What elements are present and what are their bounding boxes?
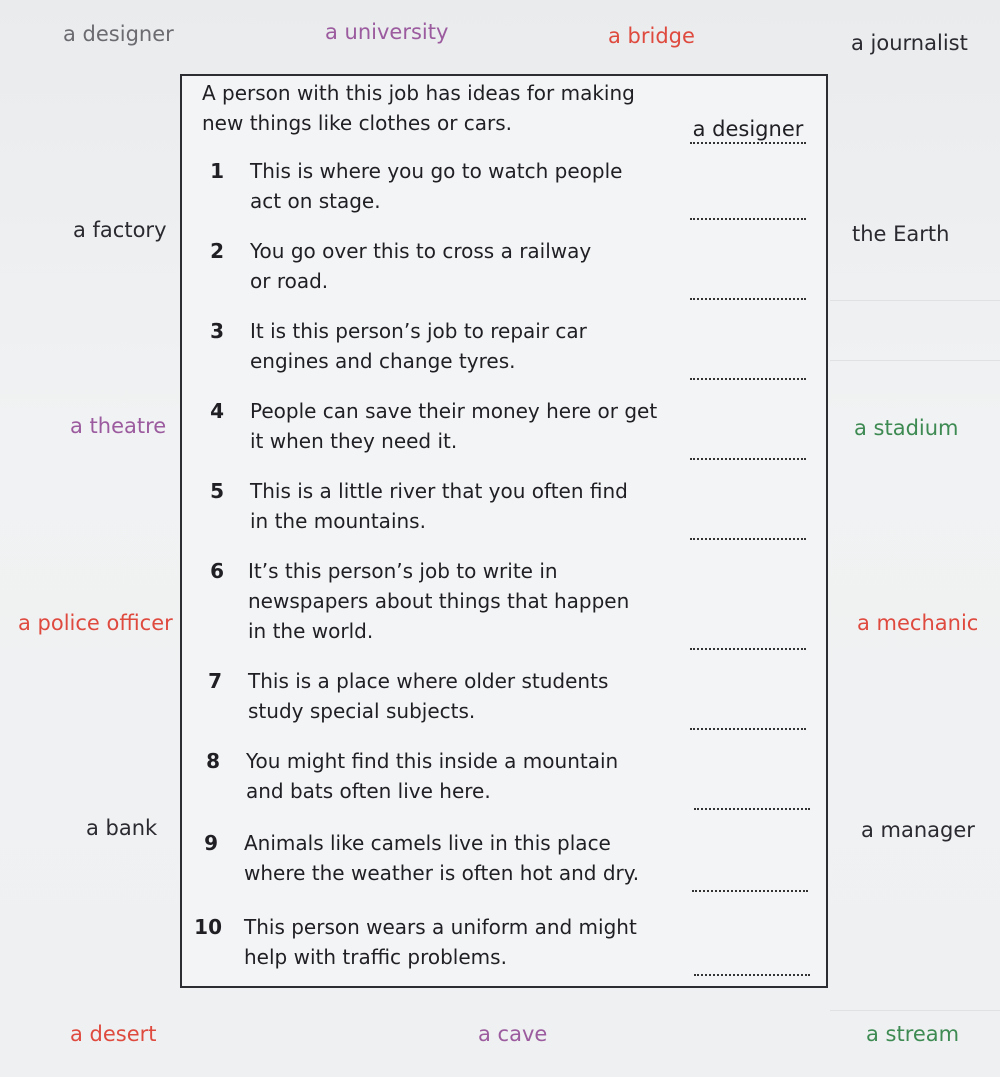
question-number: 2 bbox=[210, 239, 224, 263]
word-designer: a designer bbox=[63, 22, 174, 46]
question-box bbox=[180, 74, 828, 988]
question-text: People can save their money here or get it when they need it. bbox=[250, 399, 658, 453]
answer-blank[interactable] bbox=[690, 272, 806, 300]
word-journalist: a journalist bbox=[851, 31, 968, 55]
question-number: 5 bbox=[210, 479, 224, 503]
question-item bbox=[182, 912, 822, 976]
question-item bbox=[182, 316, 822, 380]
word-stream: a stream bbox=[866, 1022, 960, 1046]
answer-blank[interactable] bbox=[690, 702, 806, 730]
question-text: This is a place where older students study special subjects. bbox=[248, 669, 609, 723]
question-text: You go over this to cross a railway or road. bbox=[250, 239, 592, 293]
ghost-line bbox=[830, 300, 1000, 301]
question-item bbox=[182, 556, 822, 650]
answer-blank[interactable] bbox=[692, 864, 808, 892]
question-text: Animals like camels live in this place where the weather is often hot and dry. bbox=[244, 831, 640, 885]
word-bridge: a bridge bbox=[608, 24, 695, 48]
word-earth: the Earth bbox=[852, 222, 950, 246]
question-number: 9 bbox=[204, 831, 218, 855]
question-text: This is a little river that you often find in the mountains. bbox=[250, 479, 628, 533]
word-bank: a bank bbox=[86, 816, 158, 840]
question-text: It’s this person’s job to write in newspapers about things that happen in the world. bbox=[248, 559, 630, 643]
word-cave: a cave bbox=[478, 1022, 548, 1046]
word-police-officer: a police officer bbox=[18, 611, 173, 635]
question-item bbox=[182, 666, 822, 730]
question-number: 7 bbox=[208, 669, 222, 693]
answer-blank[interactable] bbox=[690, 622, 806, 650]
answer-blank[interactable] bbox=[690, 432, 806, 460]
example-text: A person with this job has ideas for making new things like clothes or cars. bbox=[202, 81, 635, 135]
question-item bbox=[182, 396, 822, 460]
word-university: a university bbox=[325, 20, 449, 44]
word-factory: a factory bbox=[73, 218, 167, 242]
question-number: 6 bbox=[210, 559, 224, 583]
question-number: 8 bbox=[206, 749, 220, 773]
question-item bbox=[182, 746, 822, 810]
question-text: You might find this inside a mountain and bats often live here. bbox=[246, 749, 619, 803]
answer-blank[interactable] bbox=[694, 948, 810, 976]
ghost-line bbox=[830, 360, 1000, 361]
example-answer: a designer bbox=[690, 116, 806, 144]
question-text: This is where you go to watch people act on stage. bbox=[250, 159, 623, 213]
answer-blank[interactable] bbox=[690, 352, 806, 380]
word-mechanic: a mechanic bbox=[857, 611, 979, 635]
answer-blank[interactable] bbox=[690, 192, 806, 220]
ghost-line bbox=[830, 1010, 1000, 1011]
example-item bbox=[202, 78, 812, 144]
question-number: 4 bbox=[210, 399, 224, 423]
question-number: 3 bbox=[210, 319, 224, 343]
word-theatre: a theatre bbox=[70, 414, 167, 438]
answer-blank[interactable] bbox=[694, 782, 810, 810]
word-desert: a desert bbox=[70, 1022, 157, 1046]
answer-blank[interactable] bbox=[690, 512, 806, 540]
question-text: This person wears a uniform and might help with traffic problems. bbox=[244, 915, 637, 969]
word-stadium: a stadium bbox=[854, 416, 959, 440]
question-number: 10 bbox=[194, 915, 222, 939]
question-item bbox=[182, 828, 822, 892]
question-item bbox=[182, 476, 822, 540]
question-item bbox=[182, 156, 822, 220]
question-item bbox=[182, 236, 822, 300]
question-text: It is this person’s job to repair car engines and change tyres. bbox=[250, 319, 587, 373]
word-manager: a manager bbox=[861, 818, 975, 842]
question-number: 1 bbox=[210, 159, 224, 183]
